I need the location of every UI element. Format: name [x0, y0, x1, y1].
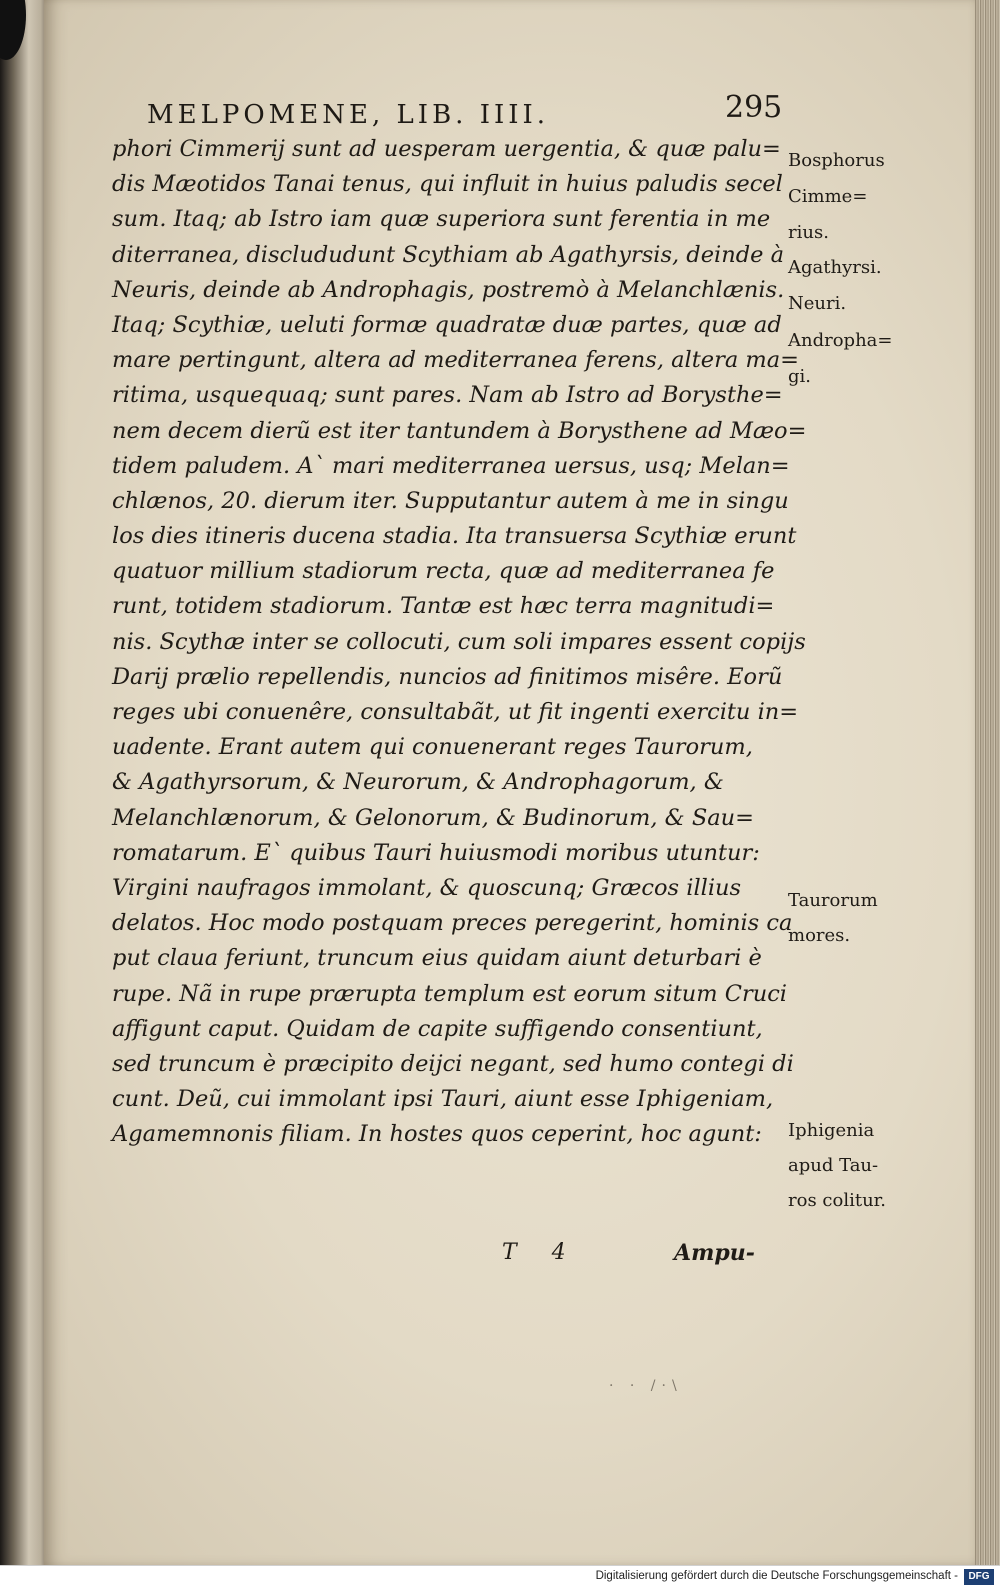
page-curl-shadow	[0, 0, 26, 60]
text-line: sum. Itaq; ab Istro iam quæ superiora sunt ferentia in me	[112, 206, 771, 233]
text-line: delatos. Hoc modo postquam preces peregerint, hominis ca	[112, 910, 793, 937]
margin-note: ros colitur.	[788, 1190, 887, 1211]
text-line: reges ubi conuenêre, consultabãt, ut fit ingenti exercitu in=	[112, 699, 799, 725]
credit-text: Digitalisierung gefördert durch die Deutsche Forschungsgemeinschaft -	[595, 1570, 958, 1582]
credit-bar	[0, 1565, 1000, 1589]
text-line: runt, totidem stadiorum. Tantæ est hæc terra magnitudi=	[112, 593, 775, 620]
text-line: diterranea, disclududunt Scythiam ab Agathyrsis, deinde à	[112, 241, 784, 268]
text-line: Melanchlænorum, & Gelonorum, & Budinorum, & Sau=	[112, 804, 755, 831]
book-page	[44, 0, 979, 1565]
dfg-logo: DFG	[964, 1569, 994, 1585]
text-line: Darij prælio repellendis, nuncios ad finitimos misêre. Eorũ	[112, 663, 783, 690]
margin-note: Bosphorus	[788, 150, 885, 171]
margin-note: Taurorum	[788, 890, 878, 911]
text-line: chlænos, 20. dierum iter. Supputantur autem à me in singu	[112, 487, 789, 514]
facing-page-edge	[0, 0, 48, 1565]
text-line: uadente. Erant autem qui conuenerant reges Taurorum,	[112, 734, 753, 761]
text-line: mare pertingunt, altera ad mediterranea ferens, altera ma=	[112, 347, 800, 374]
text-line: sed truncum è præcipito deijci negant, sed humo contegi di	[112, 1050, 794, 1077]
margin-note: Agathyrsi.	[788, 257, 882, 278]
text-line: phori Cimmerij sunt ad uesperam uergentia, & quæ palu=	[112, 136, 781, 162]
text-line: & Agathyrsorum, & Neurorum, & Androphagorum, &	[112, 769, 724, 796]
margin-note: gi.	[788, 366, 812, 387]
text-line: Agamemnonis filiam. In hostes quos ceperint, hoc agunt:	[112, 1121, 762, 1148]
page-number: 295	[725, 90, 783, 125]
signature-line	[502, 1240, 762, 1276]
signature-mark: T 4	[502, 1240, 580, 1265]
margin-note: apud Tau-	[788, 1155, 879, 1176]
text-line: cunt. Deũ, cui immolant ipsi Tauri, aiunt esse Iphigeniam,	[112, 1086, 774, 1113]
page-stack-edge	[975, 0, 1000, 1565]
text-line: los dies itineris ducena stadia. Ita transuersa Scythiæ erunt	[112, 523, 797, 550]
text-line: Neuris, deinde ab Androphagis, postremò à Melanchlænis.	[112, 276, 785, 303]
text-line: tidem paludem. A` mari mediterranea uersus, usq; Melan=	[112, 452, 790, 479]
body-text	[112, 132, 807, 1152]
ink-smudge: · · /·\	[609, 1378, 683, 1394]
text-line: put claua feriunt, truncum eius quidam aiunt deturbari è	[112, 945, 762, 972]
margin-note: rius.	[788, 222, 829, 243]
text-line: romatarum. E` quibus Tauri huiusmodi moribus utuntur:	[112, 839, 760, 866]
text-line: quatuor millium stadiorum recta, quæ ad mediterranea fe	[112, 558, 775, 585]
margin-note: Neuri.	[788, 293, 847, 314]
running-head-title: MELPOMENE, LIB. IIII.	[147, 100, 550, 130]
text-line: nis. Scythæ inter se collocuti, cum soli impares essent copijs	[112, 628, 806, 655]
catchword: Ampu-	[674, 1240, 755, 1266]
margin-note: Andropha=	[788, 330, 893, 351]
text-line: affigunt caput. Quidam de capite suffigendo consentiunt,	[112, 1015, 763, 1042]
text-line: nem decem dierũ est iter tantundem à Borysthene ad Mæo=	[112, 417, 807, 444]
text-line: rupe. Nã in rupe prærupta templum est eorum situm Cruci	[112, 980, 787, 1007]
text-line: dis Mæotidos Tanai tenus, qui influit in huius paludis secel	[112, 171, 783, 198]
text-line: Virgini naufragos immolant, & quoscunq; Græcos illius	[112, 874, 742, 901]
text-line: Itaq; Scythiæ, ueluti formæ quadratæ duæ partes, quæ ad	[112, 311, 782, 338]
margin-note: Cimme=	[788, 186, 868, 207]
margin-note: Iphigenia	[788, 1120, 875, 1141]
text-line: ritima, usquequaq; sunt pares. Nam ab Istro ad Borysthe=	[112, 382, 783, 409]
margin-note: mores.	[788, 925, 851, 946]
